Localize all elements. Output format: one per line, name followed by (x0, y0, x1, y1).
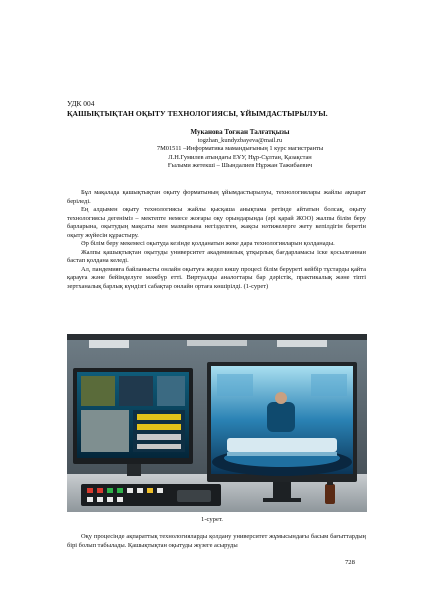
studio-photo (67, 334, 367, 512)
paragraph-5: Ал, пандемияға байланысты онлайн оқытуға жедел көшу процесі білім беруреті кейбір тұстарды қайта қарауға және бейімделуге мәжбүр етті. Виртуалды аналогтары бар дәрістік, практикалық және тіпті зертханалық барлық күндізгі сабақтар онлайн ортаға көшірілді. (1-сурет) (67, 265, 366, 291)
paragraph-2: Ең алдымен оқыту технологиясы жайлы қысқаша анықтама ретінде айтатын болсақ, оқыту технологиясы дегеніміз – мектепте немесе жоғары оқу орындарында (әрі қарай ЖОО) жалпы білім беру барларына, оқытудың мақсаты мен мазмұнына негізделген, жақсы нәтижелерге жету кепілдігін беретін оқыту жүйесін құрастыру. (67, 206, 366, 239)
paragraph-6: Оқу процесінде ақпараттық технологияларды қолдану университет жұмысындағы басым бағыттардың бірі болып табылады. Қашықтықтан оқытуды жүзеге асыруды (67, 533, 366, 549)
udk-code: УДК 004 (67, 99, 95, 108)
author-block (120, 128, 360, 171)
page-number: 728 (345, 559, 355, 566)
studio-photo-illustration (67, 334, 367, 512)
author-email: togzhan_kundyzbayeva@mail.ru (197, 136, 283, 144)
paragraph-4: Жалпы қашықтықтан оқытуды университет академиялық ұтқырлық бағдарламасы іске қосылғаннан бастап қолдана келеді. (67, 248, 366, 265)
author-supervisor: Ғылыми жетекші – Шындалиев Нұржан Тажибаевич (167, 162, 313, 170)
author-affiliation-1: 7M01511 –Информатика мамандығының 1 курс магистранты (156, 145, 324, 153)
paragraph-1: Бұл мақалада қашықтықтан оқыту форматының ұйымдастырылуы, технологиялары жайлы ақпарат беріледі. (67, 189, 366, 205)
author-affiliation-2: Л.Н.Гумилев атындағы ЕҰУ, Нұр-Сұлтан, Қазақстан (168, 153, 312, 161)
paragraph-3: Әр білім беру мекемесі оқытуда кезінде қолданатын жеке дара технологияларын қолданады. (81, 240, 335, 248)
article-title: ҚАШЫҚТЫҚТАН ОҚЫТУ ТЕХНОЛОГИЯСЫ, ҰЙЫМДАСТЫРЫЛУЫ. (67, 109, 328, 118)
author-name: Муканова Тоғжан Талғатқызы (190, 128, 290, 136)
article-body (67, 189, 366, 292)
article-body-continued (67, 533, 366, 550)
figure-caption: 1-сурет. (201, 516, 223, 523)
